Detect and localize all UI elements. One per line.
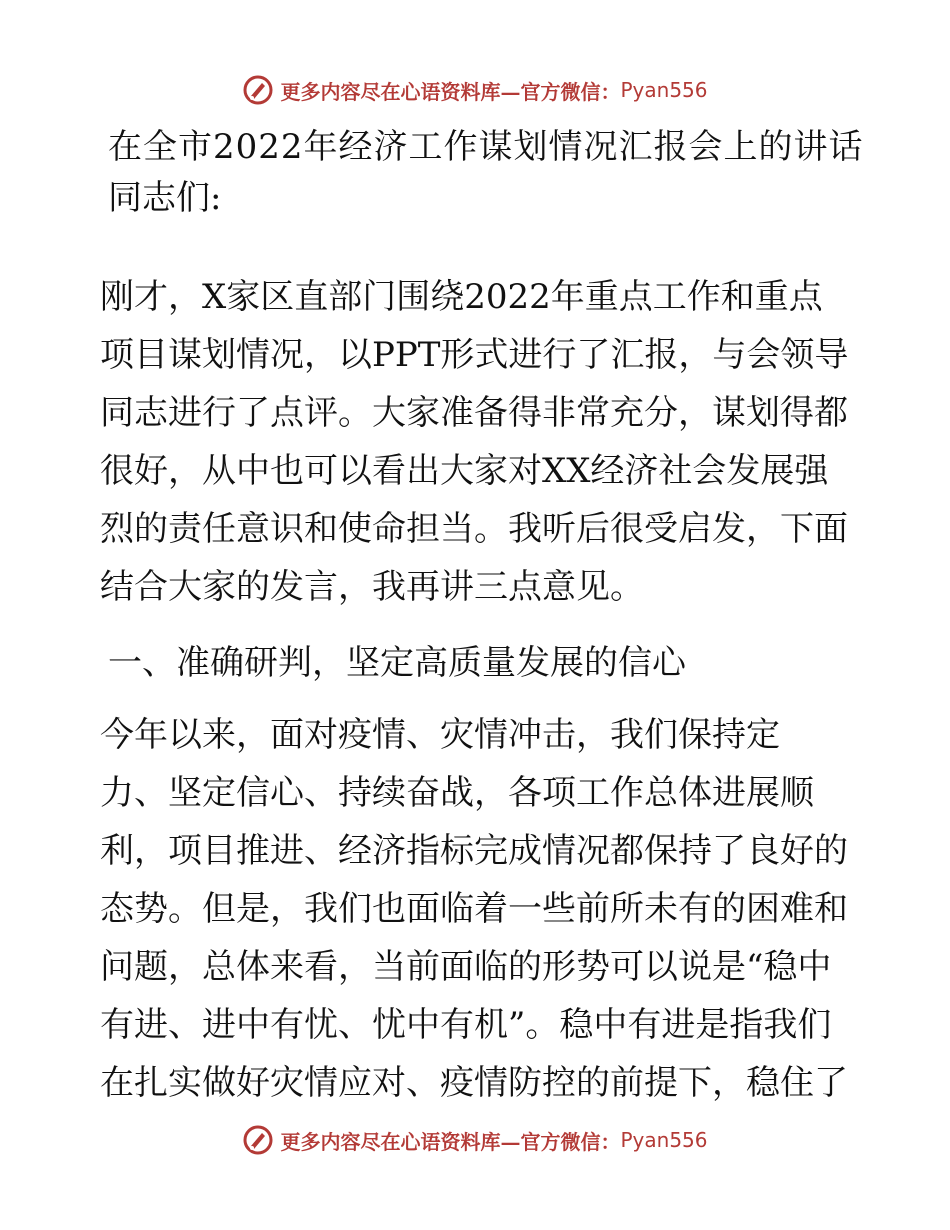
watermark-text: 更多内容尽在心语资料库—官方微信： (280, 1129, 621, 1154)
watermark-wechat-id: Pyan556 (620, 78, 708, 102)
watermark-text: 更多内容尽在心语资料库—官方微信： (280, 79, 621, 104)
brand-logo-icon (242, 74, 274, 106)
brand-logo-icon (242, 1124, 274, 1156)
footer-watermark (0, 1120, 950, 1160)
header-watermark (0, 70, 950, 110)
text-line: 结合大家的发言，我再讲三点意见。 (100, 567, 644, 607)
text-line: 力、坚定信心、持续奋战，各项工作总体进展顺 (100, 773, 814, 813)
text-line: 在扎实做好灾情应对、疫情防控的前提下，稳住了 (100, 1063, 848, 1103)
paragraph-intro (100, 268, 850, 616)
text-line: 利，项目推进、经济指标完成情况都保持了良好的 (100, 831, 848, 871)
text-line: 刚才，X家区直部门围绕2022年重点工作和重点 (100, 277, 823, 317)
section-heading: 一、准确研判，坚定高质量发展的信心 (108, 643, 686, 683)
text-line: 今年以来，面对疫情、灾情冲击，我们保持定 (100, 715, 780, 755)
document-title: 在全市2022年经济工作谋划情况汇报会上的讲话 (108, 127, 864, 167)
text-line: 项目谋划情况，以PPT形式进行了汇报，与会领导 (100, 335, 849, 375)
text-line: 烈的责任意识和使命担当。我听后很受启发，下面 (100, 509, 848, 549)
text-line: 问题，总体来看，当前面临的形势可以说是“稳中 (100, 947, 832, 987)
text-line: 有进、进中有忧、忧中有机”。稳中有进是指我们 (100, 1005, 832, 1045)
paragraph-section-one (100, 706, 850, 1112)
greeting: 同志们: (108, 178, 222, 218)
text-line: 态势。但是，我们也面临着一些前所未有的困难和 (100, 889, 848, 929)
text-line: 同志进行了点评。大家准备得非常充分，谋划得都 (100, 393, 848, 433)
text-line: 很好，从中也可以看出大家对XX经济社会发展强 (100, 451, 829, 491)
watermark-wechat-id: Pyan556 (620, 1128, 708, 1152)
